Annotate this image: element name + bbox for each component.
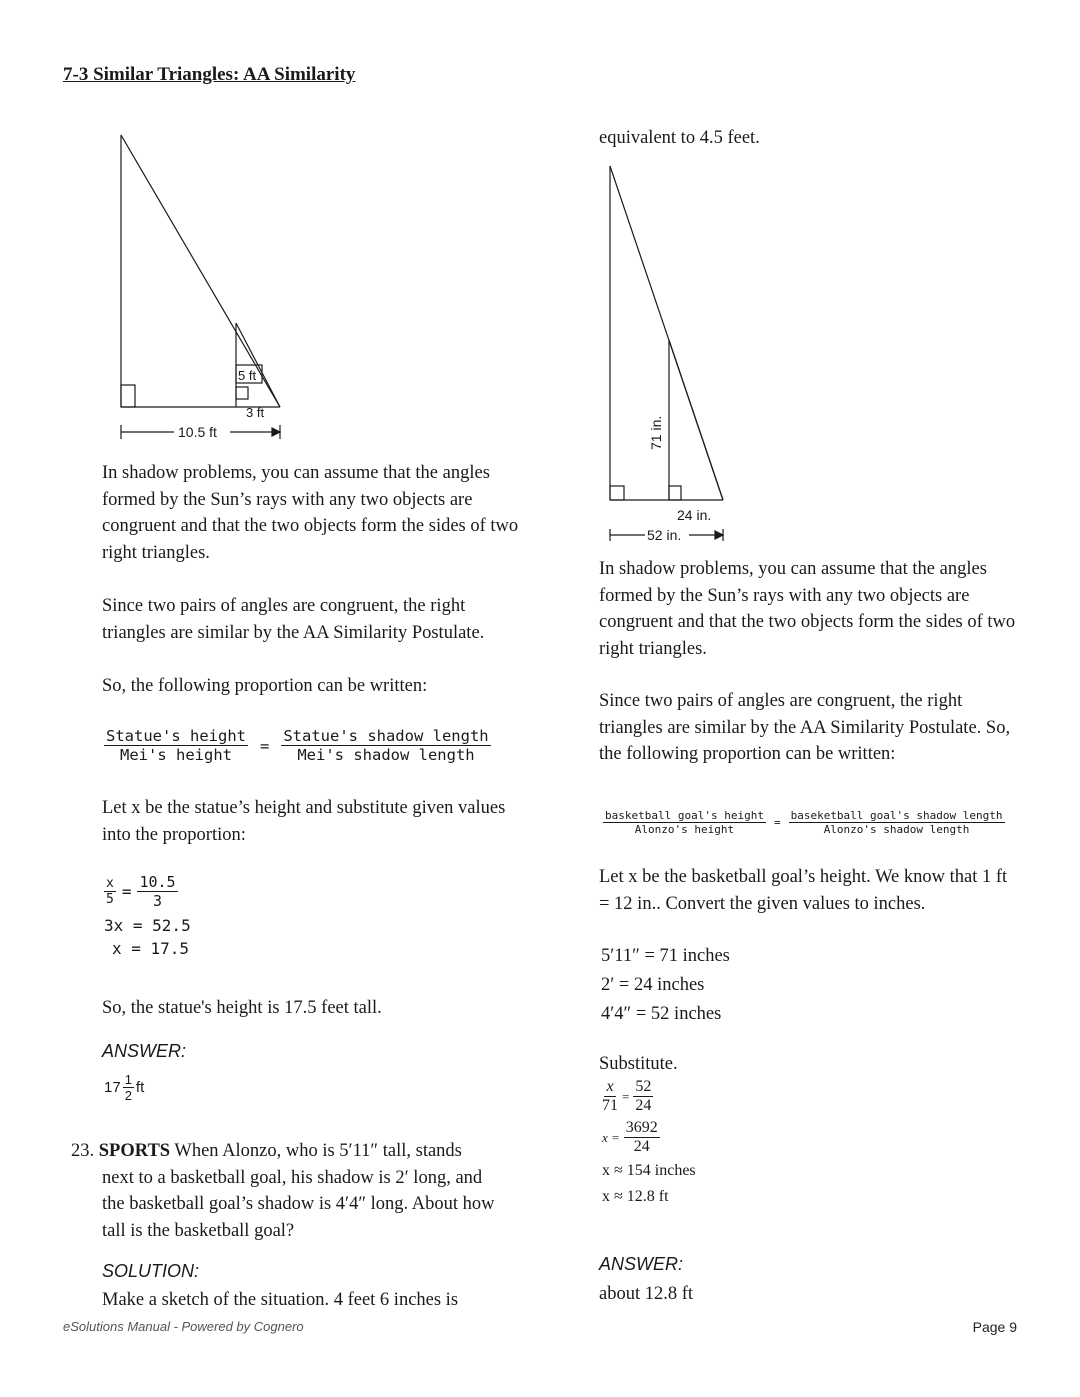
numerator: basketball goal's height [605, 809, 764, 822]
label-small-shadow: 24 in. [677, 507, 712, 523]
numerator: Statue's height [106, 727, 246, 745]
left-paragraph-3: So, the following proportion can be written: [102, 676, 428, 696]
problem-text-1: When Alonzo, who is 5′11″ tall, stands [170, 1141, 462, 1161]
equals-sign: = [773, 816, 781, 829]
label-big-shadow: 52 in. [647, 527, 682, 543]
numerator: Statue's shadow length [283, 727, 489, 745]
denominator: 24 [633, 1138, 650, 1155]
left-paragraph-5: So, the statue's height is 17.5 feet tall. [102, 998, 382, 1018]
statue-shadow-diagram [100, 125, 300, 455]
fraction-105-over-3 [137, 873, 177, 910]
calc-line-3: x = 17.5 [112, 939, 190, 958]
problem-number: 23. [71, 1141, 95, 1161]
problem-topic: SPORTS [98, 1141, 171, 1161]
page-number: Page 9 [972, 1319, 1017, 1335]
solution-text: Make a sketch of the situation. 4 feet 6 inches is [102, 1290, 459, 1310]
answer-label-right: ANSWER: [599, 1254, 684, 1274]
right-angle-big [121, 385, 135, 407]
fraction-right [789, 809, 1005, 836]
right-intro: equivalent to 4.5 feet. [599, 128, 760, 148]
substitute-label: Substitute. [599, 1054, 678, 1074]
big-hypotenuse [121, 135, 280, 407]
right-angle-big [610, 486, 624, 500]
answer-left [104, 1072, 144, 1103]
equals-sign: = [259, 736, 270, 755]
numerator: baseketball goal's shadow length [790, 809, 1003, 822]
numerator: x [106, 876, 114, 891]
right-paragraph-1: In shadow problems, you can assume that the angles formed by the Sun’s rays with any two objects are congruent and that the two objects form the sides of two right triangles. [599, 559, 1016, 659]
equals-sign: = [121, 882, 132, 901]
right-angle-small [236, 387, 248, 399]
page-heading: 7-3 Similar Triangles: AA Similarity [63, 64, 356, 85]
basketball-calculation [602, 1078, 696, 1206]
conversion-3: 4′4″ = 52 inches [601, 1004, 722, 1024]
numerator: 3692 [625, 1119, 658, 1136]
denominator: Alonzo's height [634, 823, 735, 836]
label-small-shadow: 3 ft [246, 405, 265, 420]
left-paragraph-4: Let x be the statue’s height and substitute given values into the proportion: [102, 798, 506, 845]
conversion-2: 2′ = 24 inches [601, 975, 705, 995]
denominator: 5 [106, 892, 114, 907]
fraction-left [603, 809, 766, 836]
numerator: x [606, 1078, 614, 1095]
conversion-1: 5′11″ = 71 inches [601, 946, 730, 966]
statue-calculation [104, 873, 191, 958]
equals-sign: = [622, 1088, 630, 1104]
numerator: 10.5 [139, 873, 176, 891]
basketball-shadow-diagram [595, 160, 735, 550]
denominator: 2 [124, 1088, 132, 1103]
fraction-x-over-5 [104, 876, 116, 907]
label-big-shadow: 10.5 ft [178, 424, 217, 440]
right-paragraph-2: Since two pairs of angles are congruent, the right triangles are similar by the AA Similarity Postulate. So, the following proportion can be written: [599, 691, 1011, 764]
solution-label: SOLUTION: [102, 1261, 200, 1281]
fraction-52-over-24 [633, 1078, 653, 1115]
denominator: 71 [602, 1097, 618, 1114]
basketball-proportion [603, 809, 1005, 836]
numerator: 52 [635, 1078, 652, 1095]
fraction-3692-over-24 [624, 1119, 660, 1156]
denominator: Alonzo's shadow length [823, 823, 970, 836]
small-hypotenuse [669, 340, 723, 500]
answer-label-left: ANSWER: [102, 1041, 187, 1061]
answer-unit: ft [135, 1079, 145, 1096]
problem-23 [71, 1138, 541, 1244]
fraction-left [104, 727, 248, 764]
answer-right: about 12.8 ft [599, 1284, 694, 1304]
label-small-height: 5 ft [238, 368, 257, 383]
problem-text-3: the basketball goal’s shadow is 4′4″ long. About how [102, 1194, 495, 1214]
answer-fraction [123, 1072, 134, 1103]
numerator: 1 [124, 1072, 132, 1087]
right-angle-small [669, 486, 681, 500]
statue-proportion [104, 727, 491, 764]
denominator: Mei's shadow length [297, 746, 475, 764]
fraction-x-over-71 [602, 1078, 618, 1115]
calc-line-3: x ≈ 154 inches [602, 1162, 696, 1179]
denominator: 24 [635, 1097, 652, 1114]
label-height: 71 in. [648, 415, 664, 450]
calc-line-2: 3x = 52.5 [104, 916, 191, 935]
x-equals: x = [602, 1129, 620, 1145]
left-paragraph-2: Since two pairs of angles are congruent, the right triangles are similar by the AA Similarity Postulate. [102, 596, 485, 643]
footer-credit: eSolutions Manual - Powered by Cognero [63, 1319, 304, 1334]
denominator: 3 [153, 892, 163, 910]
calc-line-4: x ≈ 12.8 ft [602, 1188, 669, 1205]
denominator: Mei's height [120, 746, 232, 764]
fraction-right [281, 727, 490, 764]
left-paragraph-1: In shadow problems, you can assume that the angles formed by the Sun’s rays with any two objects are congruent and that the two objects form the sides of two right triangles. [102, 463, 519, 563]
right-paragraph-3: Let x be the basketball goal’s height. We know that 1 ft = 12 in.. Convert the given values to inches. [599, 867, 1008, 914]
problem-text-4: tall is the basketball goal? [102, 1220, 295, 1241]
answer-whole: 17 [104, 1079, 121, 1096]
problem-text-2: next to a basketball goal, his shadow is 2′ long, and [102, 1167, 483, 1188]
